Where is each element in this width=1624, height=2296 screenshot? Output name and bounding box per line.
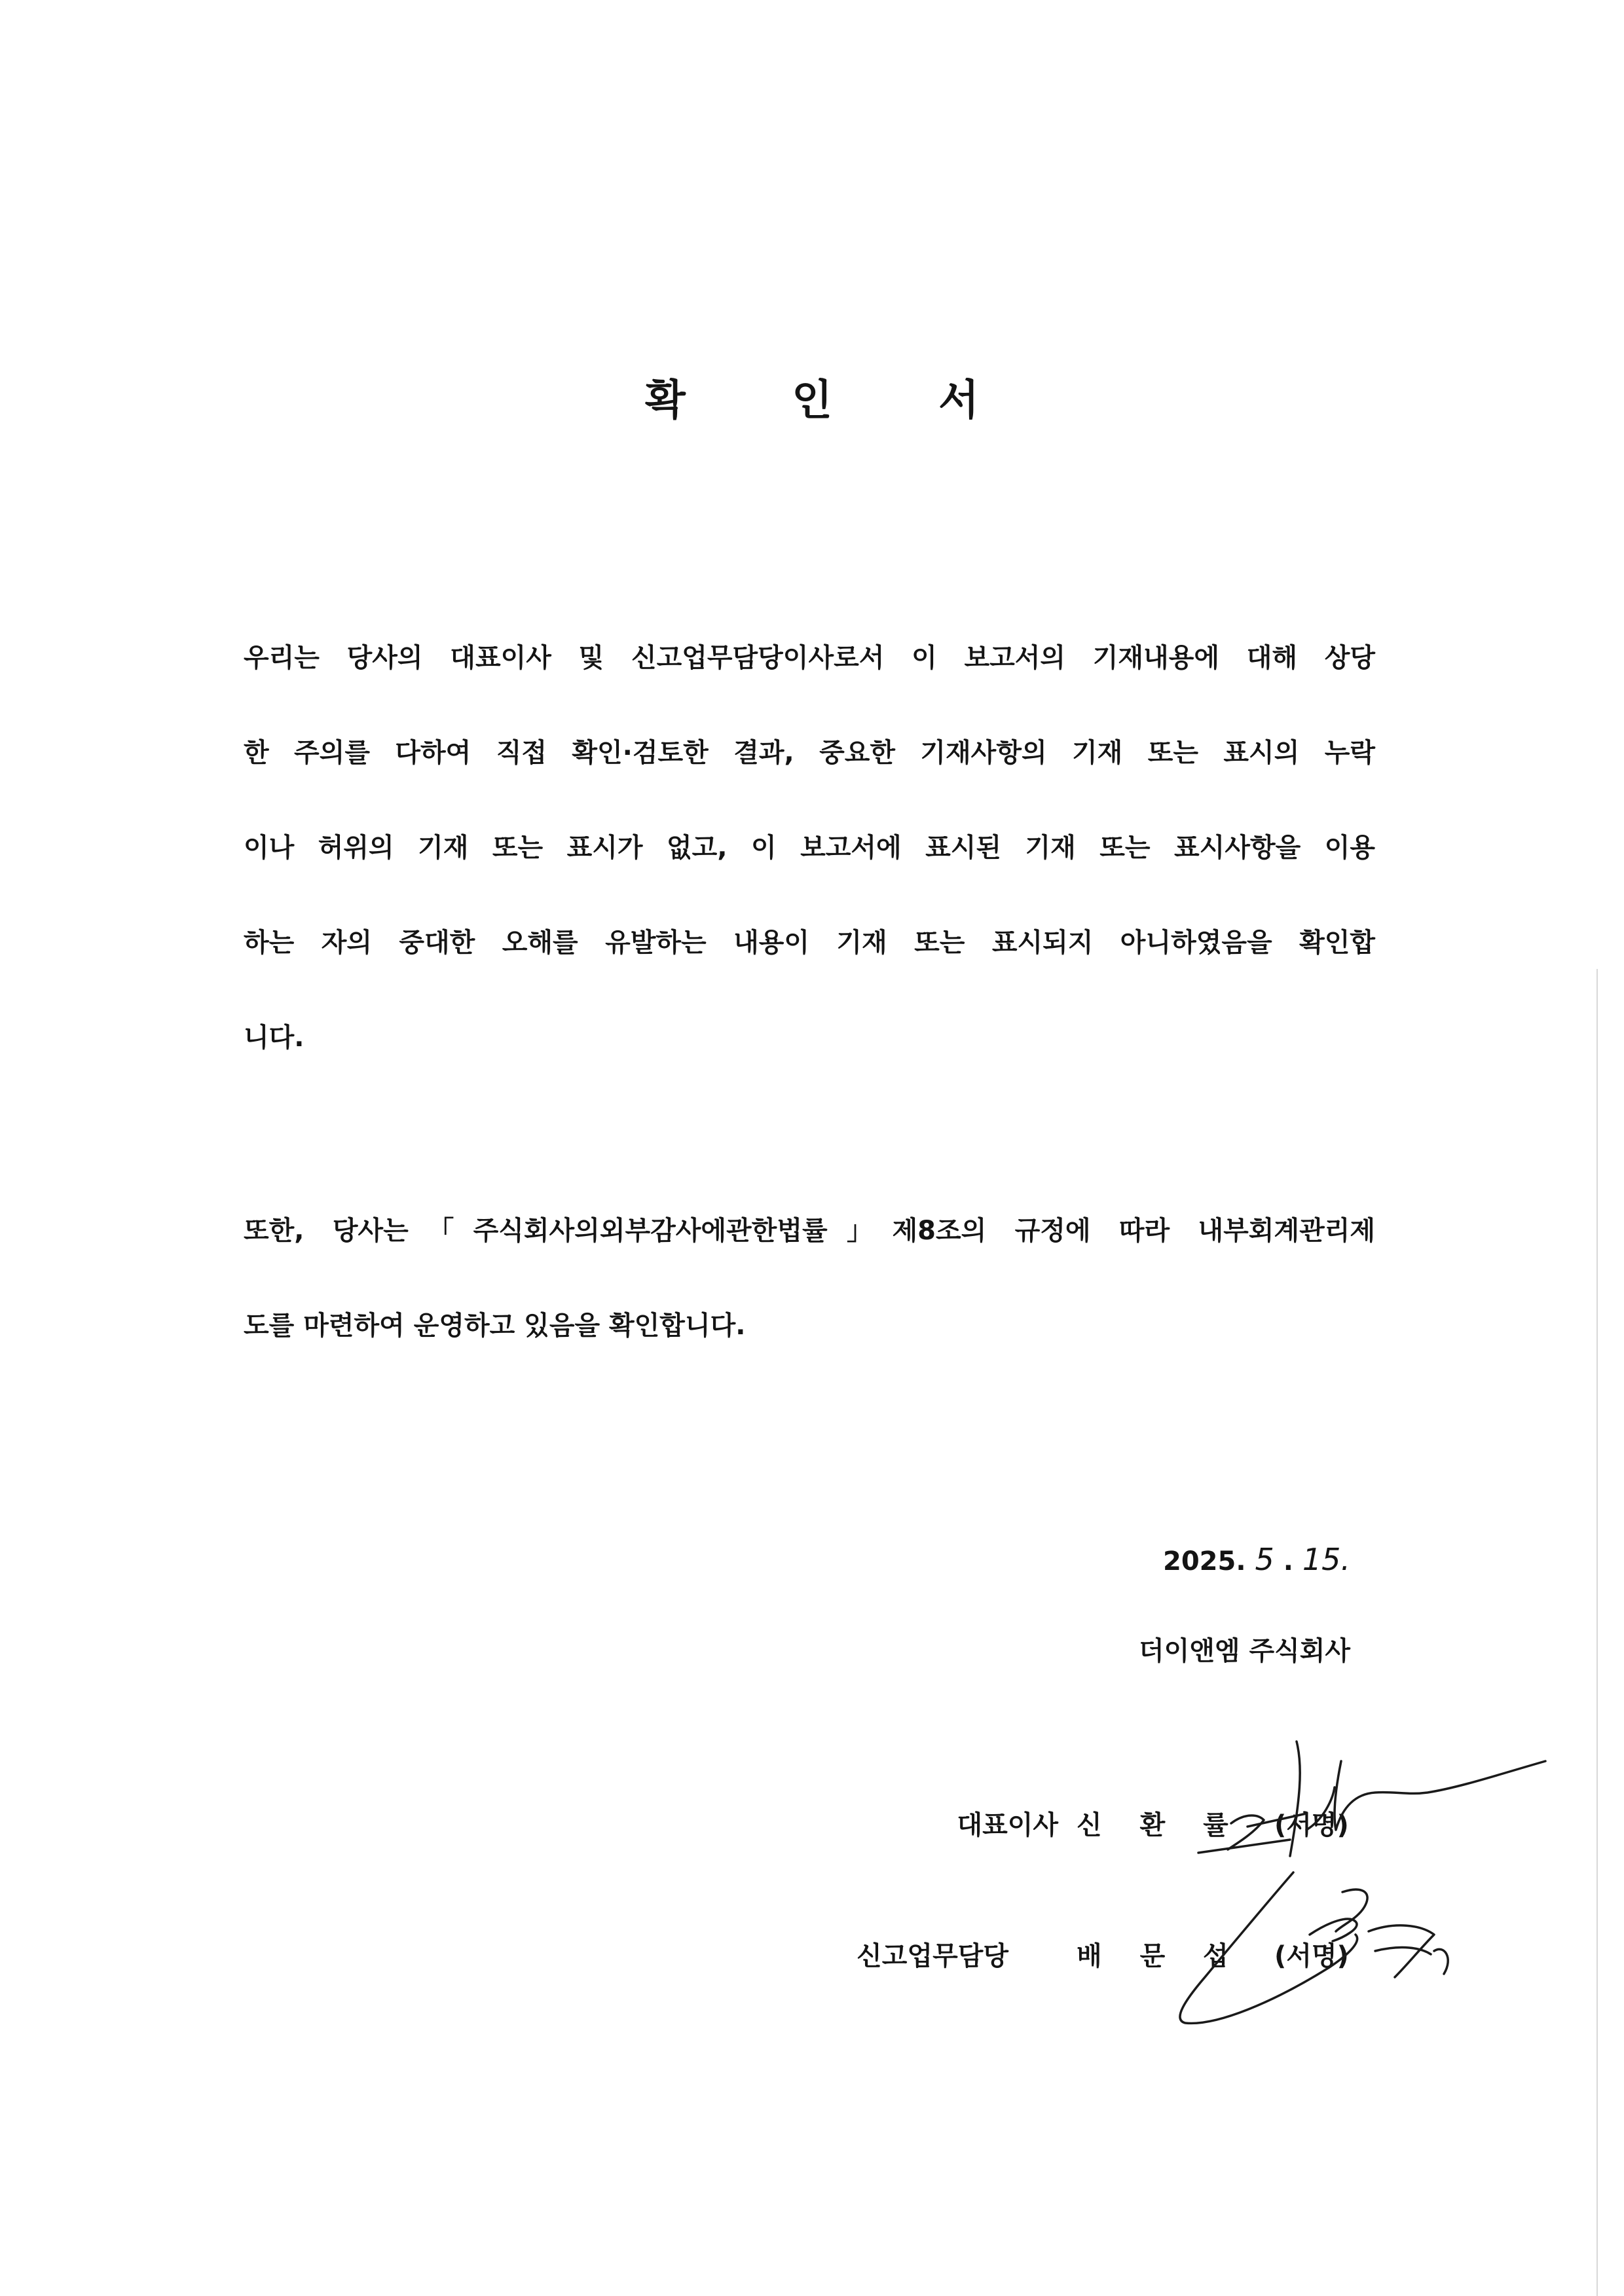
company-name: 더이앤엠 주식회사	[1138, 1636, 1350, 1666]
scan-edge-line	[1596, 969, 1598, 2296]
internal-control-paragraph	[244, 1218, 1375, 1408]
date-separator: .	[1283, 1546, 1293, 1576]
date-month-handwritten: 5	[1255, 1542, 1274, 1577]
paragraph-line: 니다.	[244, 1023, 304, 1053]
document-title: 확 인 서	[644, 376, 1025, 425]
signatory-name: 배 문 섭	[1077, 1941, 1243, 1971]
paragraph-line: 또한, 당사는「주식회사의외부감사에관한법률」제8조의 규정에 따라 내부회계관리제	[244, 1216, 1375, 1246]
signatory-name: 신 환 률	[1077, 1810, 1243, 1840]
document-date	[1163, 1542, 1350, 1577]
paragraph-line: 하는 자의 중대한 오해를 유발하는 내용이 기재 또는 표시되지 아니하였음을 확인합	[244, 928, 1375, 958]
signatory-role: 대표이사	[957, 1810, 1058, 1840]
paragraph-line: 우리는 당사의 대표이사 및 신고업무담당이사로서 이 보고서의 기재내용에 대해 상당	[244, 643, 1375, 673]
signature-mark-label: (서명)	[1274, 1810, 1349, 1840]
confirmation-paragraph	[244, 645, 1375, 1120]
paragraph-line: 한 주의를 다하여 직접 확인·검토한 결과, 중요한 기재사항의 기재 또는 표시의 누락	[244, 738, 1375, 768]
date-year: 2025.	[1163, 1546, 1246, 1576]
signatory-role: 신고업무담당	[857, 1941, 1008, 1971]
ceo-handwritten-signature	[1192, 1722, 1559, 1872]
paragraph-line: 이나 허위의 기재 또는 표시가 없고, 이 보고서에 표시된 기재 또는 표시사항을 이용	[244, 833, 1375, 863]
date-day-handwritten: 15.	[1302, 1542, 1350, 1577]
reporting-officer-handwritten-signature	[1146, 1859, 1486, 2030]
paragraph-line: 도를 마련하여 운영하고 있음을 확인합니다.	[244, 1311, 746, 1341]
signature-mark-label: (서명)	[1274, 1941, 1349, 1971]
